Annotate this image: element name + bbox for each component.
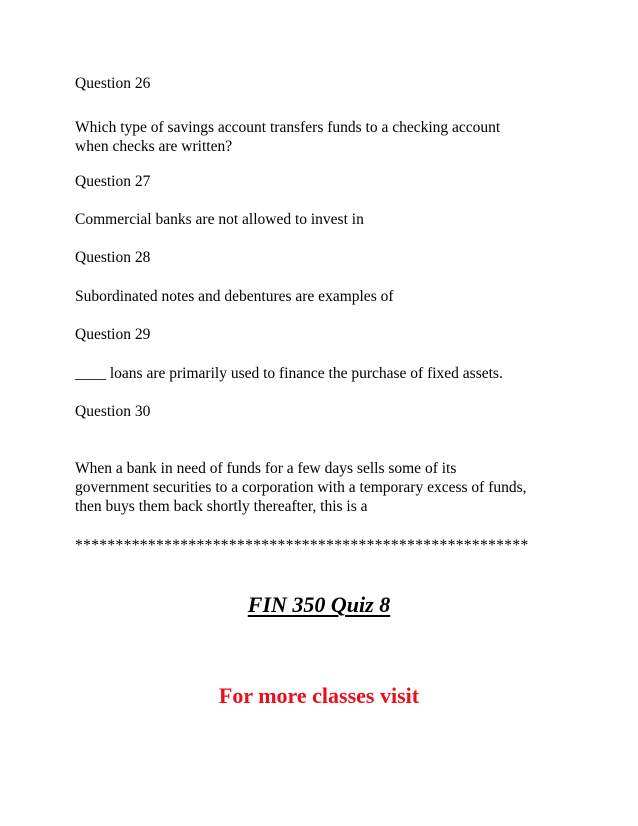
question-26-text-line-1: Which type of savings account transfers funds to a checking account (75, 119, 501, 136)
question-30-text-line-1: When a bank in need of funds for a few days sells some of its (75, 460, 457, 477)
separator-line: ******************************************************** (75, 537, 529, 554)
more-classes-text: For more classes visit (218, 683, 420, 708)
question-28-text: Subordinated notes and debentures are examples of (75, 288, 394, 305)
question-26-text-line-2: when checks are written? (75, 138, 233, 155)
question-30-text-line-3: then buys them back shortly thereafter, this is a (75, 498, 368, 515)
question-30-label: Question 30 (75, 403, 151, 420)
question-29-text: ____ loans are primarily used to finance the purchase of fixed assets. (75, 365, 503, 382)
question-30-text-line-2: government securities to a corporation with a temporary excess of funds, (75, 479, 527, 496)
question-27-label: Question 27 (75, 173, 151, 190)
quiz-title-link[interactable]: FIN 350 Quiz 8 (247, 592, 391, 617)
question-26-label: Question 26 (75, 75, 151, 92)
question-27-text: Commercial banks are not allowed to invest in (75, 211, 364, 228)
question-29-label: Question 29 (75, 326, 151, 343)
question-28-label: Question 28 (75, 249, 151, 266)
